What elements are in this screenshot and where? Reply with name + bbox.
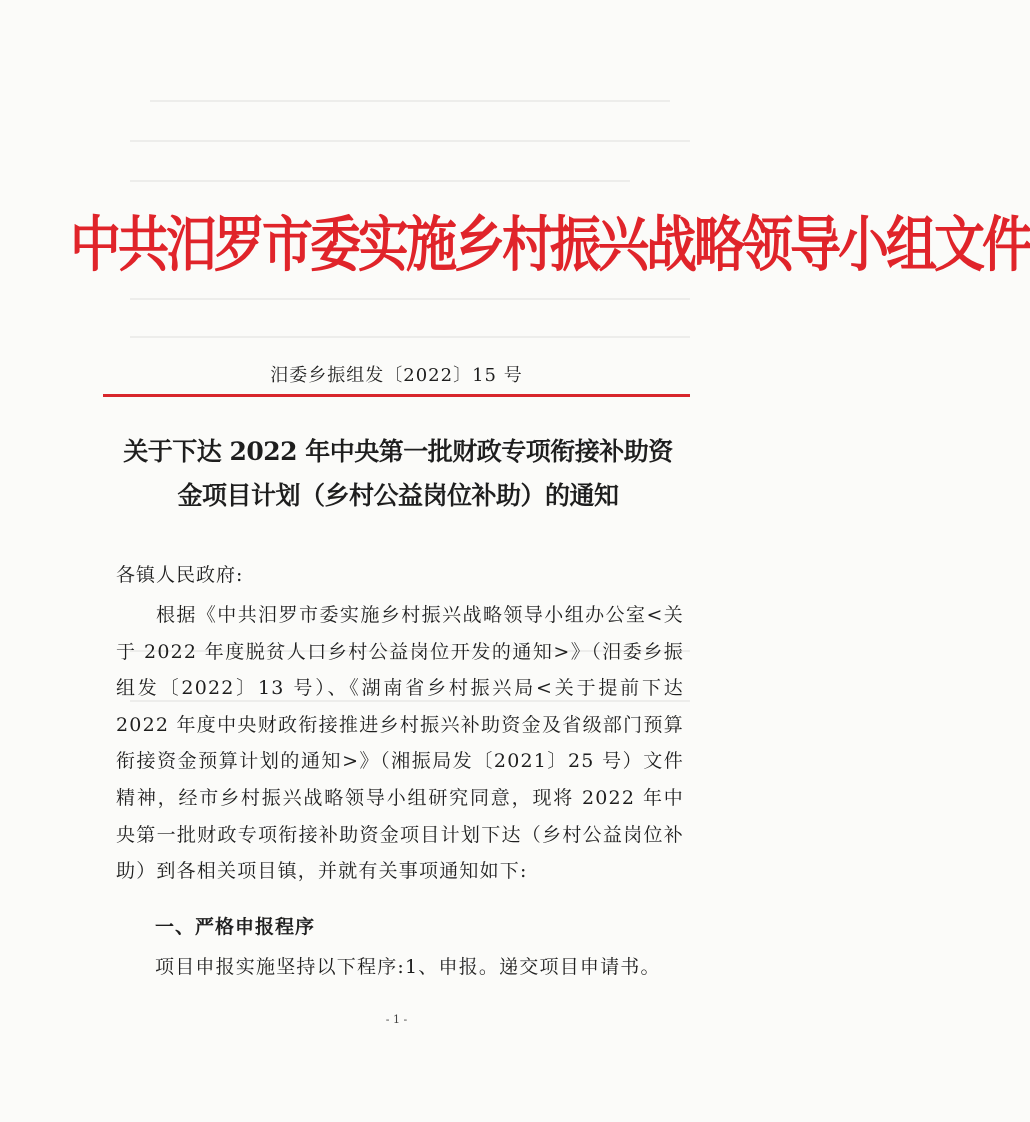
document-number: 汨委乡振组发〔2022〕15 号 <box>270 365 523 386</box>
notice-title-line-2: 金项目计划（乡村公益岗位补助）的通知 <box>177 481 619 510</box>
red-divider-line <box>103 394 690 397</box>
notice-title <box>108 430 688 518</box>
notice-title-line-1: 关于下达 2022 年中央第一批财政专项衔接补助资 <box>123 437 673 466</box>
recipient-line: 各镇人民政府: <box>116 564 244 586</box>
page-number: - 1 - <box>385 1013 408 1026</box>
scan-bleed-line <box>130 140 690 142</box>
scan-bleed-line <box>150 100 670 102</box>
org-header-title: 中共汨罗市委实施乡村振兴战略领导小组文件 <box>70 210 1030 281</box>
scan-bleed-line <box>130 298 690 300</box>
scan-bleed-line <box>130 180 630 182</box>
section-heading-1: 一、严格申报程序 <box>155 916 316 938</box>
body-paragraph-1: 根据《中共汨罗市委实施乡村振兴战略领导小组办公室<关于 2022 年度脱贫人口乡村公益岗位开发的通知>》（汨委乡振组发〔2022〕13 号）、《湖南省乡村振兴局<关于提前下达 2022 年度中央财政衔接推进乡村振兴补助资金及省级部门预算衔接资金预算计划的通知>》（湘振局发〔2021〕25 号）文件精神，经市乡村振兴战略领导小组研究同意，现将 2022 年中央第一批财政专项衔接补助资金项目计划下达（乡村公益岗位补助）到各相关项目镇，并就有关事项通知如下: <box>116 604 684 883</box>
scan-bleed-line <box>130 336 690 338</box>
body-paragraph-2: 项目申报实施坚持以下程序:1、申报。递交项目申请书。 <box>155 956 661 978</box>
